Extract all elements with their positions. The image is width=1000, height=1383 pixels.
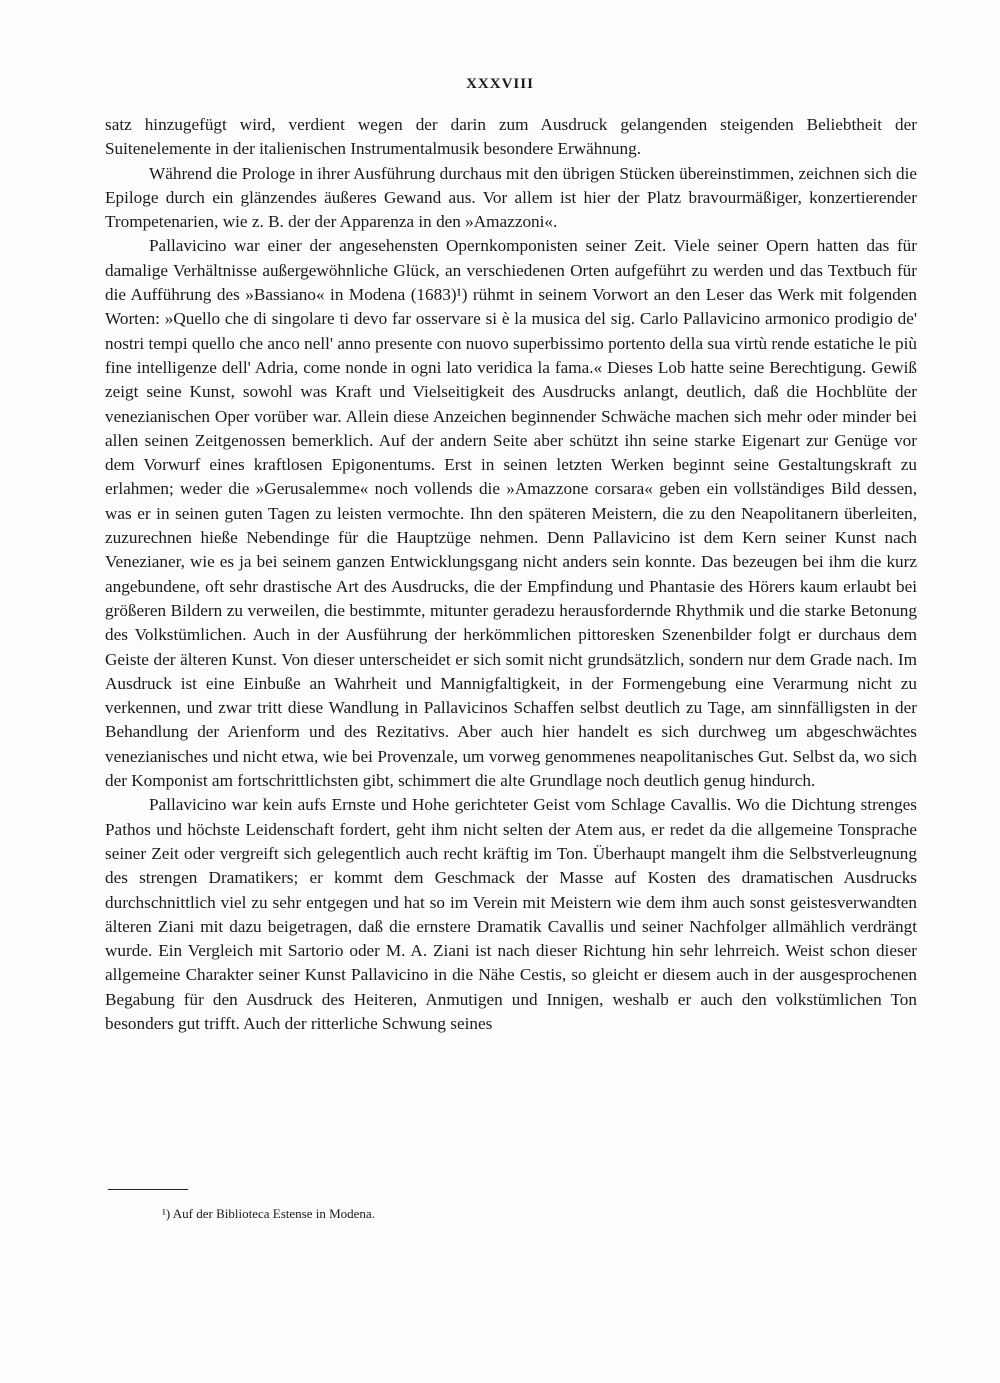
paragraph: Pallavicino war einer der angesehensten Opernkomponisten seiner Zeit. Viele seiner Opern hatten das für damalige Verhältnisse außergewöhnliche Glück, an verschiedenen Orten aufgeführt zu werden und das Textbuch für die Aufführung des »Bassiano« in Modena (1683)¹) rühmt in seinem Vorwort an den Leser das Werk mit folgenden Worten: »Quello che di singolare ti devo far osservare si è la musica del sig. Carlo Pallavicino armonico prodigio de' nostri tempi quello che anco nell' anno presente con nuovo superbissimo portento della sua virtù rende estatiche le più fine intelligenze dell' Adria, come nonde in ogni lato veridica la fama.« Dieses Lob hatte seine Berechtigung. Gewiß zeigt seine Kunst, sowohl was Kraft und Vielseitigkeit des Ausdrucks anlangt, deutlich, daß die Hochblüte der venezianischen Oper vorüber war. Allein diese Anzeichen beginnender Schwäche machen sich mehr oder minder bei allen seinen Zeitgenossen bemerklich. Auf der andern Seite aber schützt ihn seine starke Eigenart zur Genüge vor dem Vorwurf eines kraftlosen Epigonentums. Erst in seinen letzten Werken beginnt seine Gestaltungskraft zu erlahmen; weder die »Gerusalemme« noch vollends die »Amazzone corsara« geben ein vollständiges Bild dessen, was er in seinen guten Tagen zu leisten vermochte. Ihn den späteren Meistern, die zu den Neapolitanern überleiten, zuzurechnen hieße Nebendinge für die Hauptzüge nehmen. Denn Pallavicino ist dem Kern seiner Kunst nach Venezianer, wie es ja bei seinem ganzen Entwicklungsgang nicht anders sein konnte. Das bezeugen bei ihm die kurz angebundene, oft sehr drastische Art des Ausdrucks, die der Empfindung und Phantasie des Hörers kaum erlaubt bei größeren Bildern zu verweilen, die bestimmte, mitunter geradezu herausfordernde Rhythmik und die starke Betonung des Volkstümlichen. Auch in der Ausführung der herkömmlichen pittoresken Szenenbilder folgt er durchaus dem Geiste der älteren Kunst. Von dieser unterscheidet er sich somit nicht grundsätzlich, sondern nur dem Grade nach. Im Ausdruck ist eine Einbuße an Wahrheit und Mannigfaltigkeit, in der Formengebung eine Verarmung nicht zu verkennen, und zwar tritt diese Wandlung in Pallavicinos Schaffen selbst deutlich zu Tage, am sinnfälligsten in der Behandlung der Arienform und des Rezitativs. Aber auch hier handelt es sich durchweg um abgeschwächtes venezianisches und nicht etwa, wie bei Provenzale, um vorweg genommenes neapolitanisches Gut. Selbst da, wo sich der Komponist am fortschrittlichsten gibt, schimmert die alte Grundlage noch deutlich genug hindurch. <box>105 236 917 791</box>
footnote: ¹) Auf der Biblioteca Estense in Modena. <box>162 1206 375 1221</box>
page-number: XXXVIII <box>466 76 534 92</box>
paragraph: satz hinzugefügt wird, verdient wegen der darin zum Ausdruck gelangenden steigenden Beliebtheit der Suitenelemente in der italienischen Instrumentalmusik besondere Erwähnung. <box>105 115 917 159</box>
paragraph: Während die Prologe in ihrer Ausführung durchaus mit den übrigen Stücken übereinstimmen, zeichnen sich die Epiloge durch ein glänzendes äußeres Gewand aus. Vor allem ist hier der Platz bravourmäßiger, konzertierender Trompetenarien, wie z. B. der der Apparenza in den »Amazzoni«. <box>105 163 917 232</box>
paragraph: Pallavicino war kein aufs Ernste und Hohe gerichteter Geist vom Schlage Cavallis. Wo die Dichtung strenges Pathos und höchste Leidenschaft fordert, geht ihm nicht selten der Atem aus, er redet da die allgemeine Tonsprache seiner Zeit oder vergreift sich gelegentlich auch recht kräftig im Ton. Überhaupt mangelt ihm die Selbstverleugnung des strengen Dramatikers; er kommt dem Geschmack der Masse auf Kosten des dramatischen Ausdrucks durchschnittlich viel zu sehr entgegen und hat so im Verein mit Meistern wie dem ihm auch sonst geistesverwandten älteren Ziani mit dazu beigetragen, daß die ernstere Dramatik Cavallis und seiner Nachfolger allmählich verdrängt wurde. Ein Vergleich mit Sartorio oder M. A. Ziani ist nach dieser Richtung hin sehr lehrreich. Weist schon dieser allgemeine Charakter seiner Kunst Pallavicino in die Nähe Cestis, so gleicht er diesem auch in der ausgesprochenen Begabung für den Ausdruck des Heiteren, Anmutigen und Innigen, weshalb er auch den volkstümlichen Ton besonders gut trifft. Auch der ritterliche Schwung seines <box>105 795 917 1033</box>
body-text <box>105 113 917 1036</box>
footnote-divider <box>108 1189 188 1190</box>
